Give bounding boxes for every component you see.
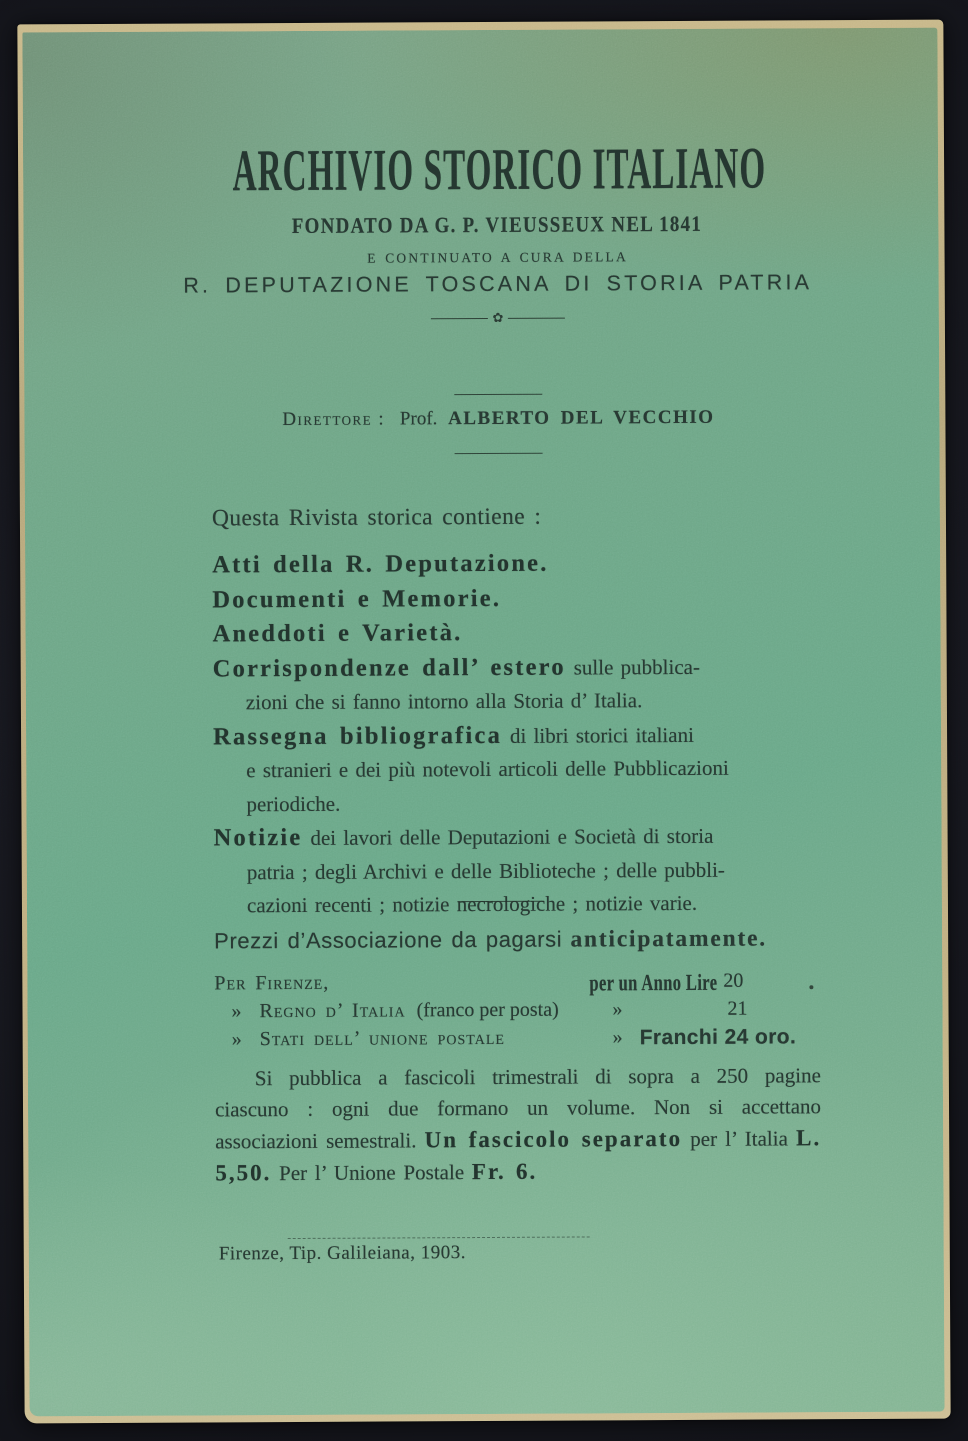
founded-line: FONDATO DA G. P. VIEUSSEUX NEL 1841: [292, 210, 703, 238]
note-text: Si pubblica a fascicoli trimestrali di sopra a 250 pagine ciascuno : ogni due formano un volume. Non si accettano associazioni semestrali.: [214, 1063, 822, 1154]
printer-imprint: Firenze, Tip. Galileiana, 1903.: [218, 1242, 467, 1265]
floral-ornament-icon: ✿: [492, 309, 504, 325]
contents-description: sulle pubblica- zioni che si fanno intorno alla Storia d’ Italia.: [245, 654, 700, 715]
contents-description: di libri storici italiani e stranieri e dei più notevoli articoli delle Pubblicazioni periodiche.: [246, 722, 729, 816]
director-name: ALBERTO DEL VECCHIO: [448, 406, 715, 430]
ditto-mark: »: [612, 998, 623, 1021]
note-text: Per l’ Unione Postale: [271, 1160, 472, 1186]
rule-below-director: [455, 453, 543, 454]
note-text: per l’ Italia: [681, 1126, 797, 1151]
price-label-note: (franco per posta): [416, 998, 559, 1022]
prices-heading-emphasis: anticipatamente.: [570, 925, 768, 953]
ditto-mark: »: [612, 1026, 623, 1049]
contents-intro: Questa Rivista storica contiene :: [211, 503, 542, 532]
contents-item: [212, 582, 818, 619]
contents-keyword: Documenti e Memorie.: [212, 584, 502, 613]
price-row-unione-postale: [215, 1025, 835, 1056]
price-label: Regno d’ Italia: [259, 999, 406, 1023]
contents-list: [212, 547, 820, 925]
contents-item: [212, 616, 818, 653]
institution-line: R. DEPUTAZIONE TOSCANA DI STORIA PATRIA: [183, 270, 813, 298]
price-term: per un Anno Lire: [589, 969, 718, 996]
note-bold-franchi: Fr. 6.: [471, 1158, 538, 1185]
ornament-divider: [24, 310, 968, 325]
contents-keyword: Atti della R. Deputazione.: [212, 549, 549, 579]
journal-cover-paper: [17, 20, 950, 1424]
continued-line: E CONTINUATO A CURA DELLA: [367, 249, 628, 266]
divider-line: [430, 317, 487, 318]
price-value: 21: [727, 997, 748, 1020]
subscription-note: [215, 1060, 822, 1189]
director-line: [24, 405, 968, 432]
price-value: Franchi 24 oro.: [639, 1025, 797, 1050]
director-honorific: Prof.: [399, 408, 438, 430]
rule-above-imprint: [288, 1236, 590, 1239]
note-bold-fascicolo: Un fascicolo separato: [424, 1125, 683, 1153]
ink-speck: [809, 985, 813, 989]
price-label: Stati dell’ unione postale: [259, 1026, 505, 1051]
prices-heading-lead: Prezzi d’Associazione da pagarsi: [214, 926, 563, 954]
contents-item: [214, 820, 821, 924]
price-label: Per Firenze,: [214, 971, 330, 995]
divider-line: [508, 317, 565, 318]
rule-above-director: [454, 394, 542, 395]
contents-keyword: Corrispondenze dall’ estero: [212, 653, 566, 682]
note-bold-lire: L. 5,50.: [215, 1125, 822, 1186]
prices-heading: [214, 926, 767, 956]
ditto-mark: »: [231, 1000, 242, 1023]
cover-front-face: [22, 28, 944, 1417]
ditto-mark: »: [231, 1028, 242, 1051]
price-value: 20: [723, 969, 744, 992]
journal-title: ARCHIVIO STORICO ITALIANO: [232, 134, 767, 204]
contents-keyword: Aneddoti e Varietà.: [212, 619, 463, 648]
contents-description: dei lavori delle Deputazioni e Società di storia patria ; degli Archivi e delle Biblioteche ; delle pubbli- cazioni recenti ; notizie necrologiche ; notizie varie.: [246, 823, 725, 918]
price-row-regno-italia: [214, 997, 834, 1028]
contents-item: [212, 547, 818, 584]
contents-keyword: Notizie: [213, 823, 303, 852]
contents-item: [213, 719, 820, 823]
price-row-firenze: [214, 969, 834, 1000]
director-label: Direttore :: [282, 408, 386, 431]
price-table: [214, 969, 834, 1056]
contents-item: [213, 651, 819, 721]
contents-keyword: Rassegna bibliografica: [213, 721, 503, 750]
